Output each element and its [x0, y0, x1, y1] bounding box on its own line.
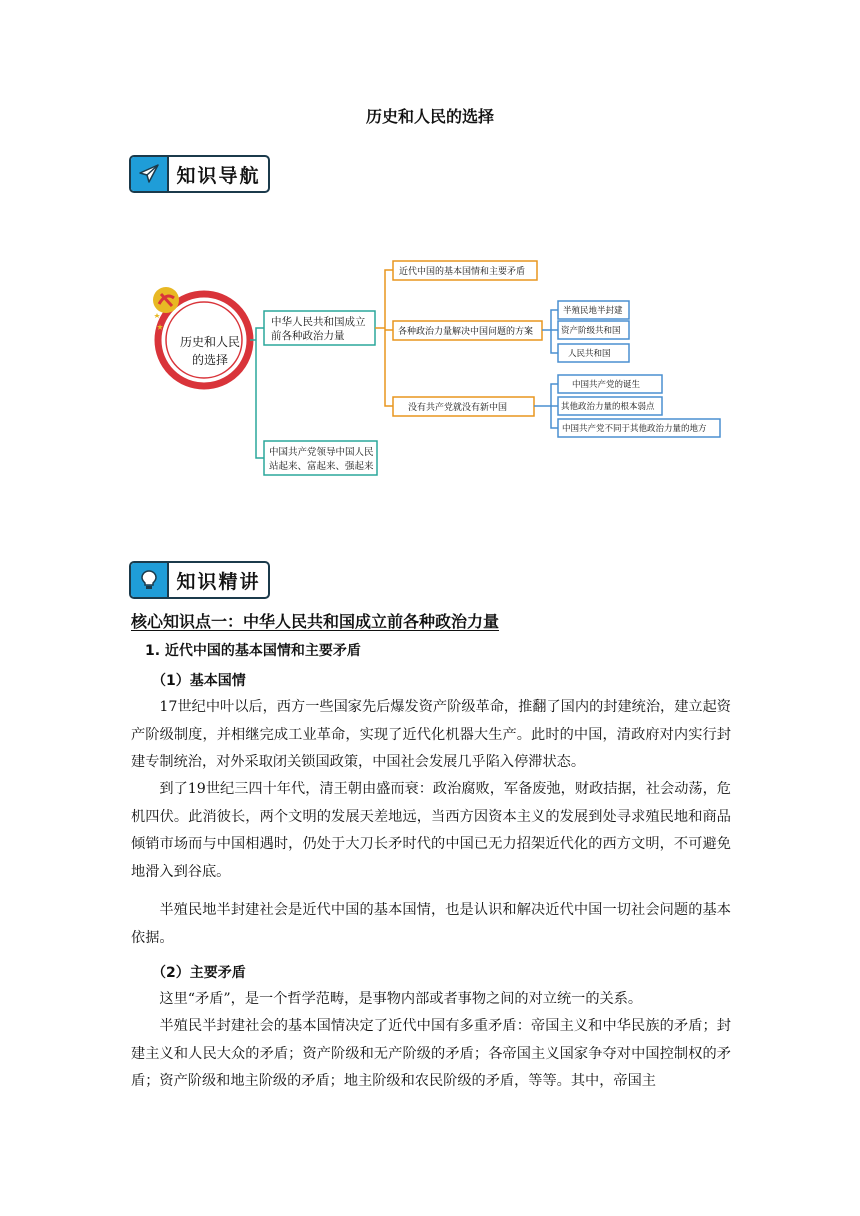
- paragraph-1: 17世纪中叶以后，西方一些国家先后爆发资产阶级革命，推翻了国内的封建统治，建立起资产阶级制度，并相继完成工业革命，实现了近代化机器大生产。此时的中国，清政府对内实行封建专制统治，对外采取闭关锁国政策，中国社会发展几乎陷入停滞状态。: [131, 699, 731, 770]
- root-line-1: 历史和人民: [179, 335, 241, 349]
- root-line-2: 的选择: [191, 353, 229, 367]
- sub-heading-main-contradiction: （2）主要矛盾: [152, 965, 246, 981]
- sub1-label: 近代中国的基本国情和主要矛盾: [399, 267, 526, 277]
- paragraph-4: 这里“矛盾”，是一个哲学范畴，是事物内部或者事物之间的对立统一的关系。: [159, 991, 643, 1007]
- sub-heading-basic-conditions: （1）基本国情: [152, 673, 246, 689]
- paragraph-5: 半殖民半封建社会的基本国情决定了近代中国有多重矛盾：帝国主义和中华民族的矛盾；封建主义和人民大众的矛盾；资产阶级和无产阶级的矛盾；各帝国主义国家争夺对中国控制权的矛盾；资产阶级和地主阶级的矛盾；地主阶级和农民阶级的矛盾，等等。其中，帝国主: [131, 1018, 731, 1089]
- leaf3-label: 人民共和国: [568, 349, 611, 359]
- knowledge-explain-badge: [129, 561, 270, 599]
- paragraph-2: 到了19世纪三四十年代，清王朝由盛而衰：政治腐败，军备废弛，财政拮据，社会动荡，危机四伏。此消彼长，两个文明的发展天差地远，当西方因资本主义的发展到处寻求殖民地和商品倾销市场而与中国相遇时，仍处于大刀长矛时代的中国已无力招架近代化的西方文明，不可避免地滑入到谷底。: [131, 781, 731, 880]
- paragraph-3: 半殖民地半封建社会是近代中国的基本国情，也是认识和解决近代中国一切社会问题的基本依据。: [131, 902, 731, 946]
- sub2-label: 各种政治力量解决中国问题的方案: [398, 327, 534, 337]
- branch2-line-1: 中国共产党领导中国人民: [269, 447, 374, 458]
- mind-map: [150, 260, 740, 490]
- lightbulb-icon: [131, 563, 169, 597]
- page-title: 历史和人民的选择: [365, 107, 494, 126]
- leaf1-label: 半殖民地半封建: [563, 306, 623, 316]
- paper-plane-icon: [131, 157, 169, 191]
- leaf4-label: 中国共产党的诞生: [572, 380, 641, 390]
- leaf5-label: 其他政治力量的根本弱点: [561, 402, 655, 412]
- core-knowledge-heading: 核心知识点一：中华人民共和国成立前各种政治力量: [131, 612, 500, 631]
- badge-label-explain: 知识精讲: [176, 570, 261, 593]
- mind-map-root: [153, 287, 250, 386]
- leaf6-label: 中国共产党不同于其他政治力量的地方: [562, 424, 707, 434]
- sub3-label: 没有共产党就没有新中国: [408, 403, 508, 413]
- branch1-line-1: 中华人民共和国成立: [271, 316, 366, 328]
- leaf2-label: 资产阶级共和国: [561, 326, 621, 336]
- knowledge-nav-badge: [129, 155, 270, 193]
- point-1-heading: 1. 近代中国的基本国情和主要矛盾: [145, 643, 361, 659]
- branch2-line-2: 站起来、富起来、强起来: [269, 461, 374, 472]
- badge-label-nav: 知识导航: [176, 164, 261, 187]
- branch1-line-2: 前各种政治力量: [271, 330, 345, 342]
